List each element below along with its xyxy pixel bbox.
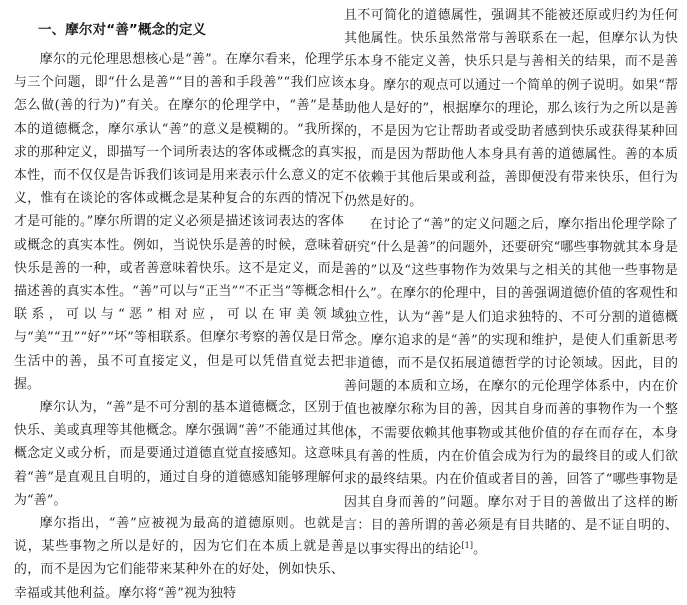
body-paragraph-1: 摩尔的元伦理思想核心是“善”。在摩尔看来，伦理学与三个问题，即“什么是善”“目的善和手段善”“我们应该怎么做(善的行为)”有关。在摩尔的伦理学中，“善”是基本的道德概念，摩尔承认“善”的意义是模糊的。“我所探求的那种定义，即描写一个词所表达的客体或概念的真实本性，而不仅仅是告诉我们该词是用来表示什么意义的定义，惟有在谈论的客体或概念是某种复合的东西的情况下才是可能的。”摩尔所谓的定义必须是描述该词表达的客体或概念的真实本性。例如，当说快乐是善的时候，意味着快乐是善的一种，或者善意味着快乐。这不是定义，而是描述善的真实本性。“善”可以与“正当”“不正当”等概念相联系，可以与“恶”相对应，可以在审美领域与“美”“丑”“好”“坏”等相联系。但摩尔考察的善仅是日常生活中的善，虽不可直接定义，但是可以凭借直觉去把握。 — [14, 52, 344, 392]
right-column — [344, 4, 678, 561]
left-column — [14, 18, 344, 605]
paragraph-text: 在讨论了“善”的定义问题之后，摩尔指出伦理学除了研究“什么是善”的问题外，还要研究“哪些事物就其本身是善的”以及“这些事物作为效果与之相关的其他一些事物是什么”。在摩尔的伦理中，目的善强调道德价值的客观性和独立性，认为“善”是人们追求独特的、不可分割的道德概念。摩尔追求的是“善”的实现和维护，是使人们重新思考非道德，而不是仅拓展道德哲学的讨论领域。因此，目的善问题的本质和立场，在摩尔的元伦理学体系中，内在价值也被摩尔称为目的善，因其自身而善的事物作为一个整体，不需要依赖其他事物或其他价值的存在而存在，本身具有善的性质，内在价值会成为行为的最终目的或人们欲求的最终结果。内在价值或者目的善，回答了“哪些事物是因其自身而善的”问题。摩尔对于目的善做出了这样的断言：目的善所谓的善必须是有目共睹的、是不证自明的、是以事实得出的结论 — [344, 216, 678, 557]
continued-paragraph: 且不可简化的道德属性，强调其不能被还原或归约为任何其他属性。快乐虽然常常与善联系在一起，但摩尔认为快乐本身不能定义善，快乐只是与善相关的结果，而不是善本身。摩尔的观点可以通过一个简单的例子说明。如果“帮助他人是好的”，根据摩尔的理论，那么该行为之所以是善的，不是因为它让帮助者或受助者感到快乐或获得某种回报，而是因为帮助他人本身具有善的道德属性。善的本质不依赖于其他后果或利益，善即便没有带来快乐，但行为仍然是好的。 — [344, 8, 678, 209]
paragraph-end-punctuation: 。 — [473, 541, 487, 557]
section-heading: 一、摩尔对“善”概念的定义 — [38, 22, 207, 38]
body-paragraph-3: 摩尔指出，“善”应被视为最高的道德原则。也就是说，某些事物之所以是好的，因为它们在本质上就是善的，而不是因为它们能带来某种外在的好处，例如快乐、幸福或其他利益。摩尔将“善”视为独特 — [14, 516, 344, 601]
body-paragraph-2: 摩尔认为，“善”是不可分割的基本道德概念，区别于快乐、美或真理等其他概念。摩尔强调“善”不能通过其他概念定义或分析，而是要通过道德直觉直接感知。这意味着“善”是直观且自明的，通过自身的道德感知能够理解何为“善”。 — [14, 400, 344, 508]
citation-marker[interactable]: [1] — [461, 540, 474, 550]
body-paragraph-4 — [344, 213, 678, 561]
